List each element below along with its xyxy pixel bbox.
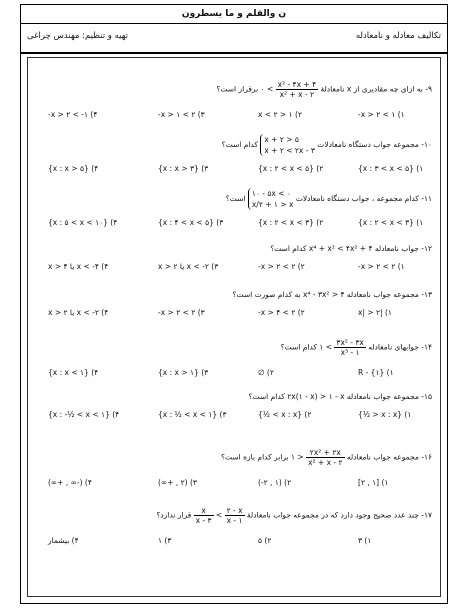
question-stem — [156, 506, 432, 525]
option-4[interactable]: ۴) (-∞ , +∞) — [48, 478, 92, 487]
option-3[interactable]: ۳) {x : x > ۱} — [158, 368, 209, 377]
stem-text: < ۱ برابر کدام بازه است؟ — [221, 452, 307, 462]
fraction-numerator: ۳x² - ۳x — [336, 338, 364, 347]
question-stem — [270, 244, 432, 253]
option-3[interactable]: ۳) ۲ > x > ۱- — [158, 110, 205, 119]
system-line: ۱۰ - ۵x < ۰ — [251, 189, 291, 198]
option-2[interactable]: ۲) ۲ > x > ۲- — [258, 262, 305, 271]
question-stem — [222, 134, 432, 156]
option-2[interactable]: ۲) {x : ۲ < x < ۵} — [258, 164, 324, 173]
option-4[interactable]: ۴) {x : x < ۱} — [48, 368, 99, 377]
option-3[interactable]: ۳) {x : x > ۳} — [158, 164, 209, 173]
stem-text: ۱۳- مجموعه جواب نامعادله — [344, 290, 432, 299]
header-row — [21, 23, 447, 54]
fraction-denominator: x² + x - ۲ — [279, 90, 315, 99]
stem-text: به کدام صورت است؟ — [232, 290, 301, 299]
option-3[interactable]: ۳) {x : ۴ < x < ۵} — [158, 218, 224, 227]
question-stem — [281, 338, 432, 357]
fraction-numerator: x² - ۴x + ۴ — [277, 80, 317, 89]
question-stem — [226, 188, 432, 210]
option-1[interactable]: ۱) ۱ > x > ۲- — [358, 110, 405, 119]
stem-text: ۱۵- مجموعه جواب نامعادله — [344, 392, 432, 401]
header-author: تهیه و تنظیم: مهندس چراغی — [27, 31, 129, 41]
option-1[interactable]: ۱) {x : ۳ < x < ۵} — [358, 164, 424, 173]
question-stem — [249, 392, 432, 401]
option-3[interactable]: ۳) ۲ > x > ۲- — [158, 308, 205, 317]
header-verse: ن والقلم و ما یسطرون — [181, 9, 287, 19]
option-2[interactable]: ۲) ۲ > x > ۴- — [258, 308, 305, 317]
stem-text: > ۱ کدام است؟ — [280, 342, 335, 352]
option-4[interactable]: ۴) بیشمار — [48, 536, 79, 545]
system-line: x + ۲ < ۲x - ۳ — [264, 146, 315, 155]
system-line: x + ۲ > ۵ — [264, 135, 299, 144]
stem-text: ۱۰- مجموعه جواب دستگاه نامعادلات — [314, 140, 432, 149]
fraction — [306, 448, 344, 467]
question-stem — [221, 448, 432, 467]
stem-text: > — [213, 510, 225, 520]
option-1[interactable]: ۱) {x : x < ½} — [358, 410, 412, 419]
fraction-2 — [194, 506, 214, 525]
system-line: x/۲ + ۱ > x — [251, 200, 294, 209]
inequality-system — [248, 188, 294, 210]
stem-text: ۱۷- چند عدد صحیح وجود دارد که در مجموعه جواب نامعادلهٔ — [244, 510, 432, 520]
stem-text: ۹- به ازای چه مقادیری از x نامعادلهٔ — [318, 84, 432, 94]
option-1[interactable]: ۱) [۱ , ۲] — [358, 478, 389, 487]
option-4[interactable]: ۴) x < -۴ یا x > ۴ — [48, 262, 109, 271]
option-1[interactable]: ۱) {x : ۲ < x < ۳} — [358, 218, 424, 227]
option-2[interactable]: ۲) {x : x > ½} — [258, 410, 312, 419]
inequality-system — [260, 134, 315, 156]
stem-text: قرار ندارد؟ — [156, 510, 194, 520]
option-3[interactable]: ۳) x < -۲ یا x > ۲ — [158, 262, 219, 271]
stem-text: کدام است؟ — [221, 140, 261, 149]
stem-text: ۱۶- مجموعه جواب نامعادله — [344, 452, 432, 462]
fraction-2-numerator: x — [194, 506, 214, 516]
option-1[interactable]: ۱) R - {۱} — [358, 368, 394, 377]
stem-text: کدام است؟ — [270, 244, 307, 253]
header-title: تکالیف معادله و نامعادله — [355, 31, 441, 41]
option-1[interactable]: ۱) ۲ > x > ۲- — [358, 262, 405, 271]
option-4[interactable]: ۴) x < -۲ یا x > ۲ — [48, 308, 109, 317]
fraction — [225, 506, 245, 525]
inequality-expression: ۲x(۱ - x) > ۱ - x — [284, 392, 345, 401]
inequality-expression: x⁴ + x² < ۴x² + ۴ — [306, 244, 373, 253]
fraction-2-denominator: x - ۳ — [195, 516, 212, 525]
option-2[interactable]: ۲) ۵ — [258, 536, 272, 545]
option-4[interactable]: ۴) {x : x > ۵} — [48, 164, 99, 173]
worksheet-frame — [20, 4, 448, 604]
option-4[interactable]: ۴) ۱- > x > ۲- — [48, 110, 98, 119]
option-1[interactable]: ۱) |x| > ۲ — [358, 308, 392, 317]
stem-text: ۱۲- جواب نامعادله — [372, 244, 432, 253]
fraction — [276, 80, 318, 99]
fraction-numerator: ۲ - x — [226, 506, 243, 515]
option-3[interactable]: ۳) ۱ — [158, 536, 172, 545]
option-2[interactable]: ۲) ∅ — [258, 368, 274, 377]
stem-text: است؟ — [225, 194, 248, 203]
option-3[interactable]: ۳) (۲ , +∞) — [158, 478, 197, 487]
stem-text: کدام است؟ — [248, 392, 285, 401]
option-4[interactable]: ۴) {x : ۵ < x < ۱۰} — [48, 218, 118, 227]
inequality-expression: x⁴ - ۳x² > ۴ — [300, 290, 345, 299]
questions-area — [27, 57, 441, 597]
option-4[interactable]: ۴) {x : -½ < x < ۱} — [48, 410, 120, 419]
option-3[interactable]: ۳) {x : ½ < x < ۱} — [158, 410, 227, 419]
fraction-denominator: x³ - ۱ — [340, 348, 360, 357]
option-2[interactable]: ۲) ۱ < x < ۲ — [258, 110, 302, 119]
option-2[interactable]: ۲) (۱ , ۲-) — [258, 478, 292, 487]
question-stem — [233, 290, 432, 299]
stem-text: ۱۴- جوابهای نامعادله — [365, 342, 432, 352]
fraction-denominator: x - ۱ — [226, 516, 243, 525]
question-stem — [216, 80, 432, 99]
stem-text: ۱۱- کدام مجموعه ، جواب دستگاه نامعادلات — [293, 194, 432, 203]
fraction-denominator: x² + x - ۲ — [308, 458, 343, 467]
fraction-numerator: ۲x² + ۲x — [306, 448, 344, 458]
option-1[interactable]: ۱) ۳ — [358, 536, 372, 545]
fraction — [334, 338, 365, 357]
stem-text: > ۰ برقرار است؟ — [216, 84, 276, 94]
option-2[interactable]: ۲) {x : ۲ < x < ۳} — [258, 218, 324, 227]
